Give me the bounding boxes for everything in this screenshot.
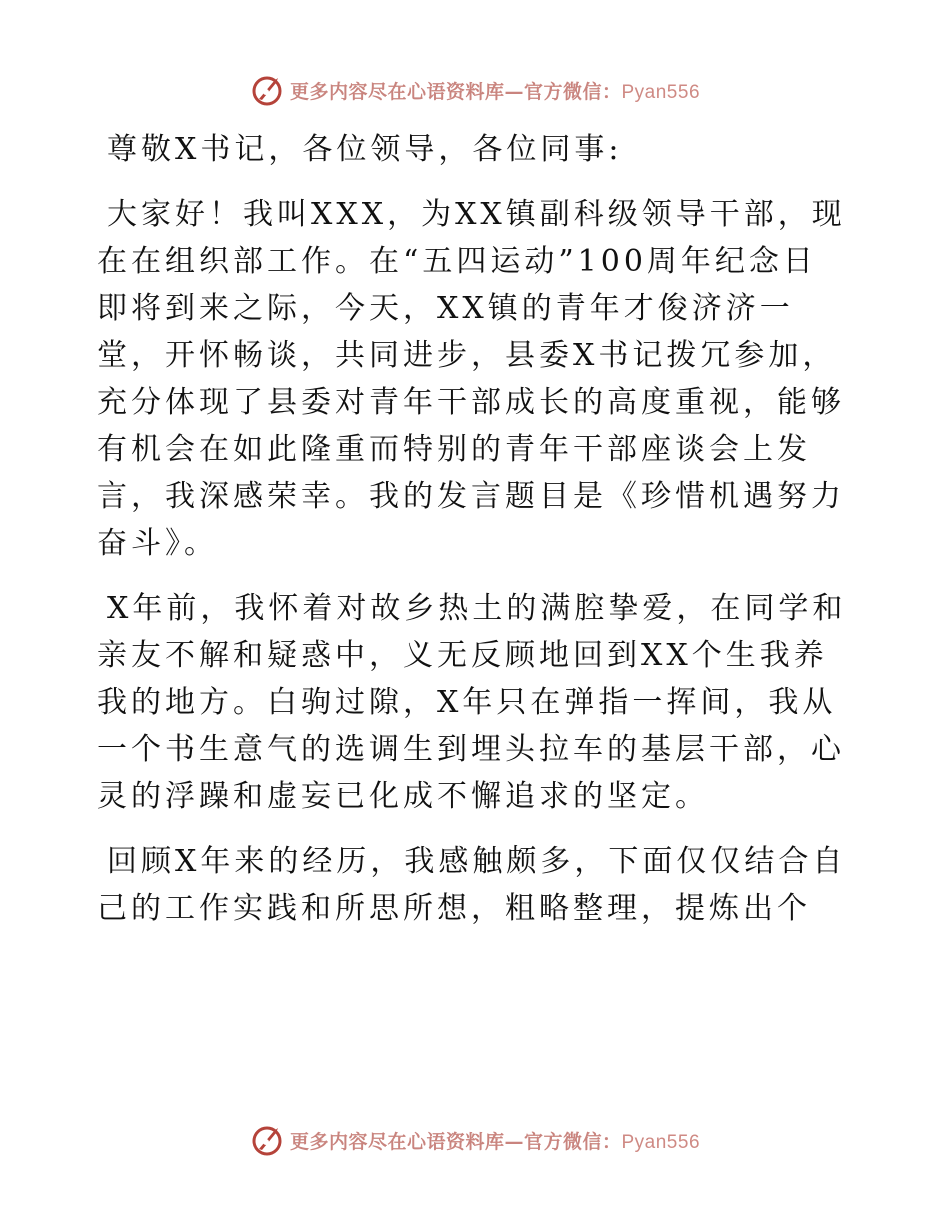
body-paragraph-3: 回顾X年来的经历，我感触颇多，下面仅仅结合自己的工作实践和所思所想，粗略整理，提炼出个 bbox=[97, 844, 847, 926]
footer-banner-text bbox=[290, 1127, 700, 1154]
header-banner bbox=[0, 70, 950, 110]
header-wechat-id: Pyan556 bbox=[621, 81, 701, 103]
body-paragraph-1: 大家好！我叫XXX，为XX镇副科级领导干部，现在在组织部工作。在“五四运动”100周年纪念日即将到来之际，今天，XX镇的青年才俊济济一堂，开怀畅谈，共同进步，县委X书记拨冗参加，充分体现了县委对青年干部成长的高度重视，能够有机会在如此隆重而特别的青年干部座谈会上发言，我深感荣幸。我的发言题目是《珍惜机遇努力奋斗》。 bbox=[97, 197, 846, 561]
header-banner-text bbox=[290, 77, 700, 104]
body-paragraph-2: X年前，我怀着对故乡热土的满腔挚爱，在同学和亲友不解和疑惑中，义无反顾地回到XX个生我养我的地方。白驹过隙，X年只在弹指一挥间，我从一个书生意气的选调生到埋头拉车的基层干部，心灵的浮躁和虚妄已化成不懈追求的坚定。 bbox=[97, 591, 847, 814]
footer-banner-label: 更多内容尽在心语资料库—官方微信： bbox=[289, 1130, 622, 1153]
quill-pen-logo-icon bbox=[250, 73, 284, 107]
salutation-paragraph: 尊敬X书记，各位领导，各位同事: bbox=[107, 132, 623, 167]
footer-banner bbox=[0, 1120, 950, 1160]
header-banner-label: 更多内容尽在心语资料库—官方微信： bbox=[289, 80, 622, 103]
quill-pen-logo-icon bbox=[250, 1123, 284, 1157]
document-body bbox=[97, 126, 849, 950]
footer-wechat-id: Pyan556 bbox=[621, 1131, 701, 1153]
